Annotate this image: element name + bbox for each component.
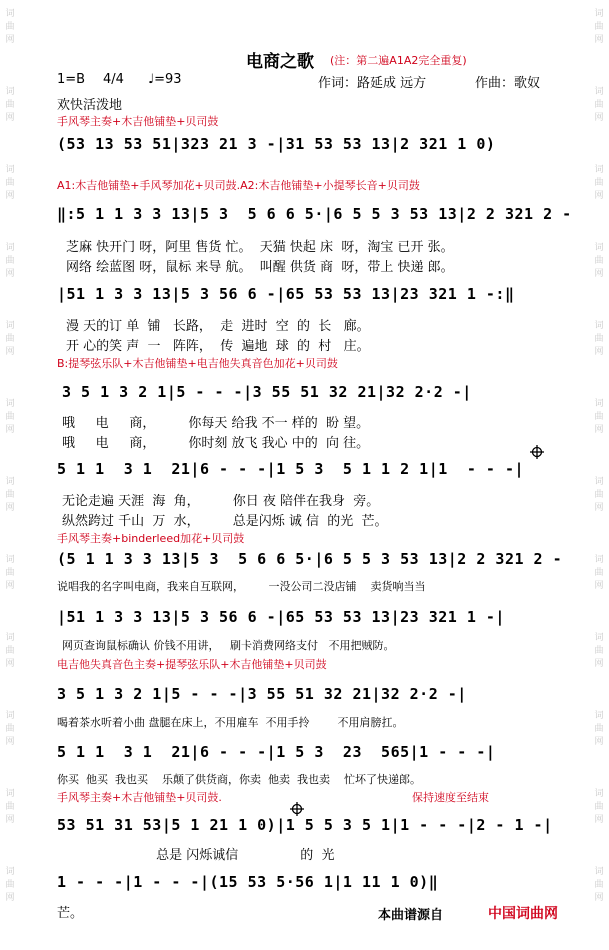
score-line: 芒。 <box>57 906 84 921</box>
watermark-text: 词 曲 网 <box>5 633 15 669</box>
coda-icon <box>530 444 544 460</box>
key-signature: 1=B <box>57 72 86 87</box>
watermark-text: 词 曲 网 <box>5 399 15 435</box>
source-label: 本曲谱源自 <box>378 908 444 923</box>
score-line: (5 1 1 3 3 13|5 3 5 6 6 5·|6 5 5 3 53 13|2 2 321 2 - <box>57 550 563 568</box>
watermark-text: 词 曲 网 <box>5 9 15 45</box>
watermark-text: 词 曲 网 <box>594 243 604 279</box>
score-line: 无论走遍 天涯 海 角， 你日 夜 陪伴在我身 旁。 <box>62 494 380 509</box>
score-line: 总是 闪烁诚信 的 光 <box>57 848 335 863</box>
score-line: 5 1 1 3 1 21|6 - - -|1 5 3 5 1 1 2 1|1 - - -| <box>57 460 525 478</box>
watermark-text: 词 曲 网 <box>594 633 604 669</box>
score-line: 手风琴主奏+木吉他铺垫+贝司鼓. <box>57 791 222 804</box>
score-line: |51 1 3 3 13|5 3 56 6 -|65 53 53 13|23 321 1 -:‖ <box>57 285 515 303</box>
mood-mark: 欢快活泼地 <box>57 98 123 113</box>
coda-icon <box>290 801 304 817</box>
score-line: 53 51 31 53|5 1 21 1 0)|1 5 5 3 5 1|1 - - -|2 - 1 -| <box>57 816 553 834</box>
ending-note: 保持速度至结束 <box>412 791 489 804</box>
score-line: (53 13 53 51|323 21 3 -|31 53 53 13|2 321 1 0) <box>57 135 496 153</box>
score-line: 喝着茶水听着小曲 盘腿在床上，不用雇车 不用手拎 不用肩膀扛。 <box>57 716 404 729</box>
watermark-text: 词 曲 网 <box>594 477 604 513</box>
watermark-text: 词 曲 网 <box>594 555 604 591</box>
watermark-text: 词 曲 网 <box>5 165 15 201</box>
watermark-text: 词 曲 网 <box>594 87 604 123</box>
watermark-text: 词 曲 网 <box>594 789 604 825</box>
score-line: 手风琴主奏+binderleed加花+贝司鼓 <box>57 532 245 545</box>
score-line: 漫 天的订 单 铺 长路， 走 进时 空 的 长 廊。 <box>66 319 370 334</box>
watermark-text: 词 曲 网 <box>5 321 15 357</box>
lyricist: 作词：路延成 远方 <box>318 76 427 91</box>
watermark-text: 词 曲 网 <box>5 789 15 825</box>
score-line: 你买 他买 我也买 乐颠了供货商，你卖 他卖 我也卖 忙坏了快递郎。 <box>57 773 421 786</box>
score-line: A1:木吉他铺垫+手风琴加花+贝司鼓.A2:木吉他铺垫+小提琴长音+贝司鼓 <box>57 179 420 192</box>
score-line: 开 心的笑 声 一 阵阵， 传 遍地 球 的 村 庄。 <box>66 339 370 354</box>
repeat-note: (注：第二遍A1A2完全重复) <box>330 54 467 67</box>
score-line: 5 1 1 3 1 21|6 - - -|1 5 3 23 565|1 - - -| <box>57 743 496 761</box>
score-line: 网络 绘蓝图 呀，鼠标 来导 航。 叫醒 供货 商 呀，带上 快递 郎。 <box>66 260 454 275</box>
tempo-mark: ♩=93 <box>148 72 182 87</box>
score-line: 说唱我的名字叫电商，我来自互联网， 一没公司二没店铺 卖货响当当 <box>57 580 426 593</box>
score-line: 3 5 1 3 2 1|5 - - -|3 55 51 32 21|32 2·2 -| <box>57 685 467 703</box>
time-signature: 4/4 <box>103 72 124 87</box>
watermark-text: 词 曲 网 <box>5 867 15 903</box>
watermark-text: 词 曲 网 <box>594 399 604 435</box>
score-line: 网页查询鼠标确认 价钱不用讲， 刷卡消费网络支付 不用把贼防。 <box>62 639 395 652</box>
score-line: 芝麻 快开门 呀，阿里 售货 忙。 天猫 快起 床 呀，淘宝 已开 张。 <box>66 240 454 255</box>
watermark-text: 词 曲 网 <box>5 711 15 747</box>
watermark-text: 词 曲 网 <box>5 243 15 279</box>
score-line: 3 5 1 3 2 1|5 - - -|3 55 51 32 21|32 2·2 -| <box>62 383 472 401</box>
score-line: B:提琴弦乐队+木吉他铺垫+电吉他失真音色加花+贝司鼓 <box>57 357 338 370</box>
watermark-text: 词 曲 网 <box>594 711 604 747</box>
score-line: 哦 电 商， 你时刻 放飞 我心 中的 向 往。 <box>62 436 370 451</box>
page-title: 电商之歌 <box>246 52 314 72</box>
watermark-text: 词 曲 网 <box>5 477 15 513</box>
score-line: 手风琴主奏+木吉他铺垫+贝司鼓 <box>57 115 219 128</box>
watermark-text: 词 曲 网 <box>5 87 15 123</box>
score-line: 哦 电 商， 你每天 给我 不一 样的 盼 望。 <box>62 416 370 431</box>
watermark-text: 词 曲 网 <box>594 165 604 201</box>
composer: 作曲：歌奴 <box>475 76 541 91</box>
score-line: ‖:5 1 1 3 3 13|5 3 5 6 6 5·|6 5 5 3 53 13|2 2 321 2 - <box>57 205 572 223</box>
score-line: |51 1 3 3 13|5 3 56 6 -|65 53 53 13|23 321 1 -| <box>57 608 505 626</box>
score-line: 纵然跨过 千山 万 水， 总是闪烁 诚 信 的光 芒。 <box>62 514 388 529</box>
score-line: 电吉他失真音色主奏+提琴弦乐队+木吉他铺垫+贝司鼓 <box>57 658 327 671</box>
score-line: 1 - - -|1 - - -|(15 53 5·56 1|1 11 1 0)‖ <box>57 873 439 891</box>
watermark-text: 词 曲 网 <box>594 867 604 903</box>
site-name: 中国词曲网 <box>488 906 558 922</box>
watermark-text: 词 曲 网 <box>594 321 604 357</box>
watermark-text: 词 曲 网 <box>594 9 604 45</box>
watermark-text: 词 曲 网 <box>5 555 15 591</box>
